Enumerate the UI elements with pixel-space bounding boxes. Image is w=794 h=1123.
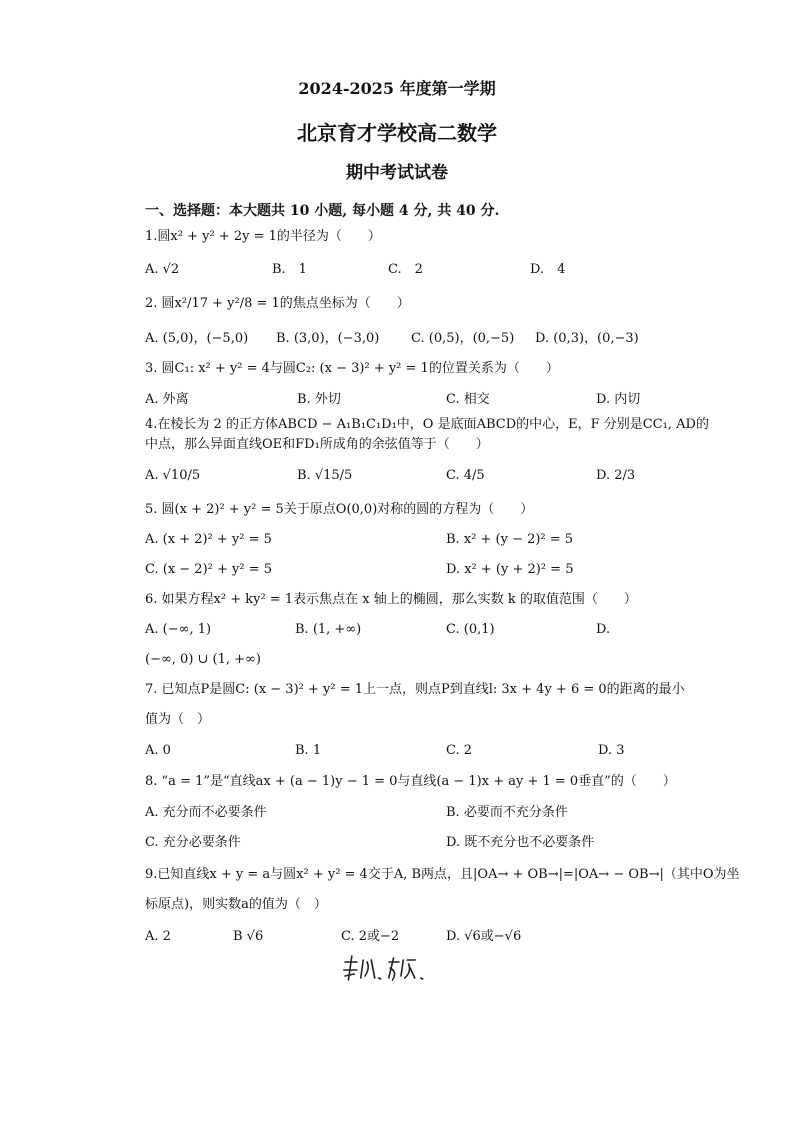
q6-option-d: D. bbox=[596, 622, 611, 637]
q9-option-c: C. 2或−2 bbox=[341, 929, 400, 944]
question-9-stem-line2: 标原点)，则实数a的值为（ ） bbox=[145, 897, 327, 912]
q5-option-c: C. (x − 2)² + y² = 5 bbox=[145, 562, 273, 577]
q7-option-a: A. 0 bbox=[145, 743, 171, 758]
q1-option-d: D. 4 bbox=[530, 262, 566, 277]
question-7-stem-line2: 值为（ ） bbox=[145, 712, 211, 727]
q3-option-c: C. 相交 bbox=[446, 392, 490, 407]
q6-option-d-value: (−∞, 0) ∪ (1, +∞) bbox=[145, 652, 261, 667]
q9-option-b: B √6 bbox=[233, 929, 264, 944]
term-heading: 2024-2025 年度第一学期 bbox=[298, 79, 496, 98]
q3-option-b: B. 外切 bbox=[297, 392, 341, 407]
q3-option-a: A. 外离 bbox=[145, 392, 189, 407]
q6-option-a: A. (−∞, 1) bbox=[145, 622, 212, 637]
question-1-stem: 1.圆x² + y² + 2y = 1的半径为（ ） bbox=[145, 229, 381, 244]
q1-option-a: A. √2 bbox=[145, 262, 180, 277]
question-5-stem: 5. 圆(x + 2)² + y² = 5关于原点O(0,0)对称的圆的方程为（ ） bbox=[145, 502, 534, 517]
exam-heading: 期中考试试卷 bbox=[346, 163, 448, 183]
q7-option-d: D. 3 bbox=[598, 743, 625, 758]
q2-option-a: A. (5,0)，(−5,0) bbox=[145, 331, 249, 346]
q4-option-a: A. √10/5 bbox=[145, 468, 201, 483]
question-7-stem-line1: 7. 已知点P是圆C: (x − 3)² + y² = 1上一点，则点P到直线l: 3x + 4y + 6 = 0的距离的最小 bbox=[145, 682, 685, 697]
q7-option-b: B. 1 bbox=[295, 743, 322, 758]
q8-option-a: A. 充分而不必要条件 bbox=[145, 805, 267, 820]
q1-option-b: B. 1 bbox=[272, 262, 307, 277]
school-heading: 北京育才学校高二数学 bbox=[297, 121, 497, 145]
q3-option-d: D. 内切 bbox=[596, 392, 641, 407]
q6-option-b: B. (1, +∞) bbox=[295, 622, 362, 637]
q8-option-c: C. 充分必要条件 bbox=[145, 835, 241, 850]
question-8-stem: 8. “a = 1”是“直线ax + (a − 1)y − 1 = 0与直线(a − 1)x + ay + 1 = 0垂直”的（ ） bbox=[145, 774, 676, 789]
question-6-stem: 6. 如果方程x² + ky² = 1表示焦点在 x 轴上的椭圆，那么实数 k 的取值范围（ ） bbox=[145, 592, 637, 607]
q5-option-a: A. (x + 2)² + y² = 5 bbox=[145, 532, 272, 547]
q7-option-c: C. 2 bbox=[446, 743, 473, 758]
question-4-stem-line1: 4.在棱长为 2 的正方体ABCD − A₁B₁C₁D₁中，O 是底面ABCD的中心，E，F 分别是CC₁, AD的 bbox=[145, 417, 709, 432]
q5-option-b: B. x² + (y − 2)² = 5 bbox=[446, 532, 574, 547]
question-9-stem-line1: 9.已知直线x + y = a与圆x² + y² = 4交于A, B两点，且|OA→ + OB→|=|OA→ − OB→|（其中O为坐 bbox=[145, 867, 740, 882]
q2-option-d: D. (0,3)，(0,−3) bbox=[535, 331, 639, 346]
question-4-stem-line2: 中点，那么异面直线OE和FD₁所成角的余弦值等于（ ） bbox=[145, 437, 489, 452]
handwritten-note bbox=[338, 952, 433, 986]
q1-option-c: C. 2 bbox=[388, 262, 423, 277]
q9-option-d: D. √6或−√6 bbox=[446, 929, 522, 944]
q8-option-d: D. 既不充分也不必要条件 bbox=[446, 835, 595, 850]
q6-option-c: C. (0,1) bbox=[446, 622, 495, 637]
q2-option-b: B. (3,0)，(−3,0) bbox=[276, 331, 380, 346]
q4-option-c: C. 4/5 bbox=[446, 468, 485, 483]
q4-option-b: B. √15/5 bbox=[297, 468, 353, 483]
q4-option-d: D. 2/3 bbox=[596, 468, 636, 483]
q5-option-d: D. x² + (y + 2)² = 5 bbox=[446, 562, 574, 577]
q9-option-a: A. 2 bbox=[145, 929, 171, 944]
section-heading: 一、选择题：本大题共 10 小题, 每小题 4 分, 共 40 分. bbox=[145, 203, 500, 219]
question-2-stem: 2. 圆x²/17 + y²/8 = 1的焦点坐标为（ ） bbox=[145, 296, 410, 311]
q2-option-c: C. (0,5)，(0,−5) bbox=[411, 331, 515, 346]
question-3-stem: 3. 圆C₁: x² + y² = 4与圆C₂: (x − 3)² + y² = 1的位置关系为（ ） bbox=[145, 361, 559, 376]
q8-option-b: B. 必要而不充分条件 bbox=[446, 805, 568, 820]
